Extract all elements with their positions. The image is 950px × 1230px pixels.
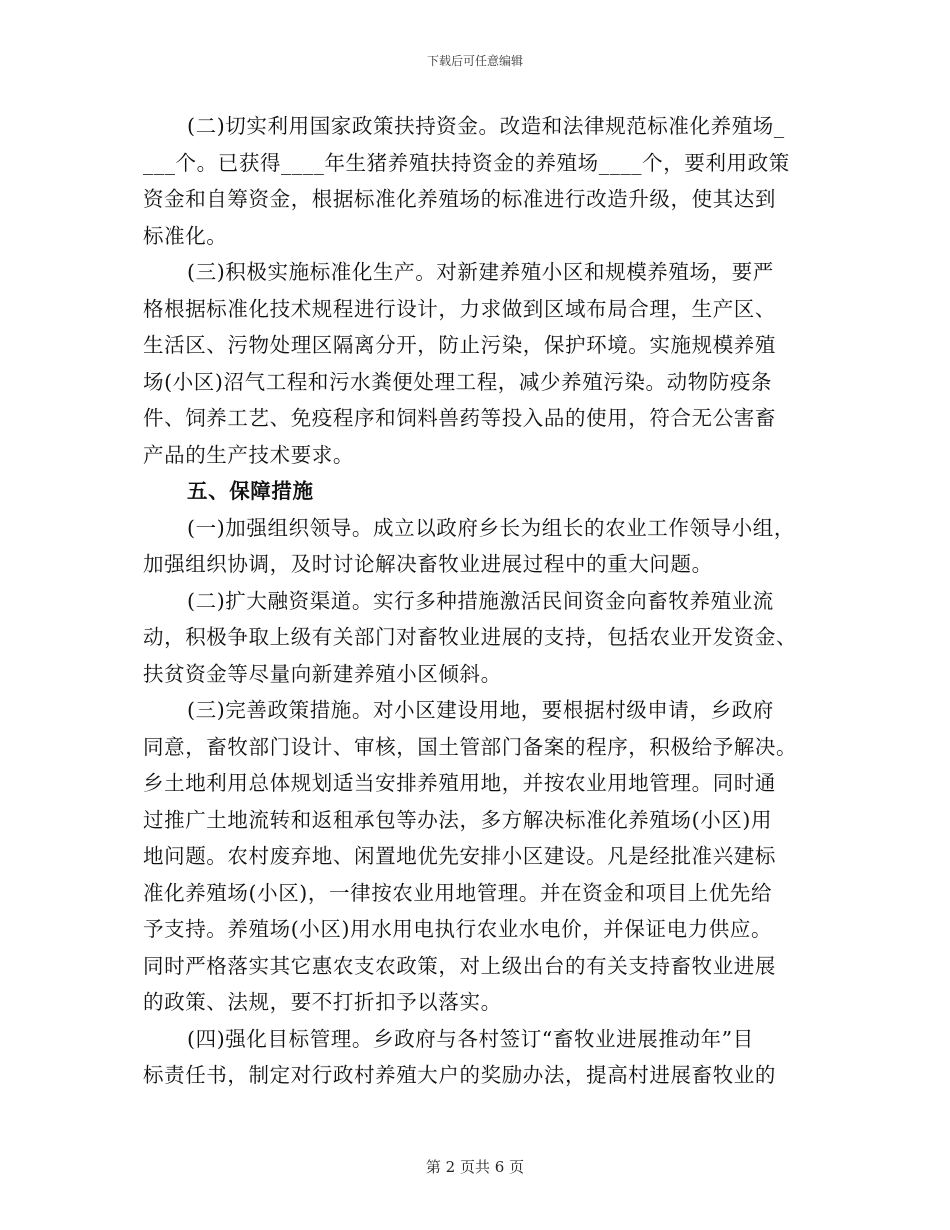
text-line: (三)积极实施标准化生产。对新建养殖小区和规模养殖场，要严 [187, 260, 774, 284]
text-line: ___个。已获得____年生猪养殖扶持资金的养殖场____个，要利用政策 [143, 150, 790, 175]
text-line: (二)扩大融资渠道。实行多种措施激活民间资金向畜牧养殖业流 [187, 588, 774, 613]
text-line: 标责任书，制定对行政村养殖大户的奖励办法，提高村进展畜牧业的 [143, 1063, 776, 1087]
document-body [143, 108, 811, 1094]
text-line: 乡土地利用总体规划适当安排养殖用地，并按农业用地管理。同时通 [143, 771, 776, 795]
text-line: (四)强化目标管理。乡政府与各村签订“畜牧业进展推动年”目 [187, 1026, 754, 1051]
text-line: 同意，畜牧部门设计、审核，国土管部门备案的程序，积极给予解决。 [143, 734, 798, 759]
text-line: 扶贫资金等尽量向新建养殖小区倾斜。 [143, 661, 502, 686]
text-line: 产品的生产技术要求。 [143, 442, 354, 467]
text-line: 的政策、法规，要不打折扣予以落实。 [143, 990, 502, 1014]
text-line: 标准化。 [143, 223, 228, 248]
text-line: 格根据标准化技术规程进行设计，力求做到区域布局合理，生产区、 [143, 296, 776, 321]
text-line: 过推广土地流转和返租承包等办法，多方解决标准化养殖场(小区)用 [143, 807, 773, 832]
text-line: 地问题。农村废弃地、闲置地优先安排小区建设。凡是经批准兴建标 [143, 844, 776, 868]
text-line: 件、饲养工艺、免疫程序和饲料兽药等投入品的使用，符合无公害畜 [143, 406, 776, 430]
text-line: 动，积极争取上级有关部门对畜牧业进展的支持，包括农业开发资金、 [143, 625, 798, 649]
text-line: 生活区、污物处理区隔离分开，防止污染，保护环境。实施规模养殖 [143, 333, 776, 357]
text-line: 予支持。养殖场(小区)用水用电执行农业水电价，并保证电力供应。 [143, 917, 773, 941]
page-header: 下载后可任意编辑 [426, 54, 523, 68]
text-line: (三)完善政策措施。对小区建设用地，要根据村级申请，乡政府 [187, 698, 774, 722]
section-heading: 五、保障措施 [187, 479, 314, 503]
text-line: (一)加强组织领导。成立以政府乡长为组长的农业工作领导小组， [187, 515, 795, 540]
text-line: 资金和自筹资金，根据标准化养殖场的标准进行改造升级，使其达到 [143, 187, 776, 211]
page-footer: 第 2 页共 6 页 [425, 1158, 525, 1176]
text-line: 准化养殖场(小区)，一律按农业用地管理。并在资金和项目上优先给 [143, 880, 773, 905]
text-line: (二)切实利用国家政策扶持资金。改造和法律规范标准化养殖场_ [187, 114, 785, 138]
text-line: 加强组织协调，及时讨论解决畜牧业进展过程中的重大问题。 [143, 552, 713, 576]
text-line: 同时严格落实其它惠农支农政策，对上级出台的有关支持畜牧业进展 [143, 953, 776, 978]
text-line: 场(小区)沼气工程和污水粪便处理工程，减少养殖污染。动物防疫条 [143, 369, 773, 394]
